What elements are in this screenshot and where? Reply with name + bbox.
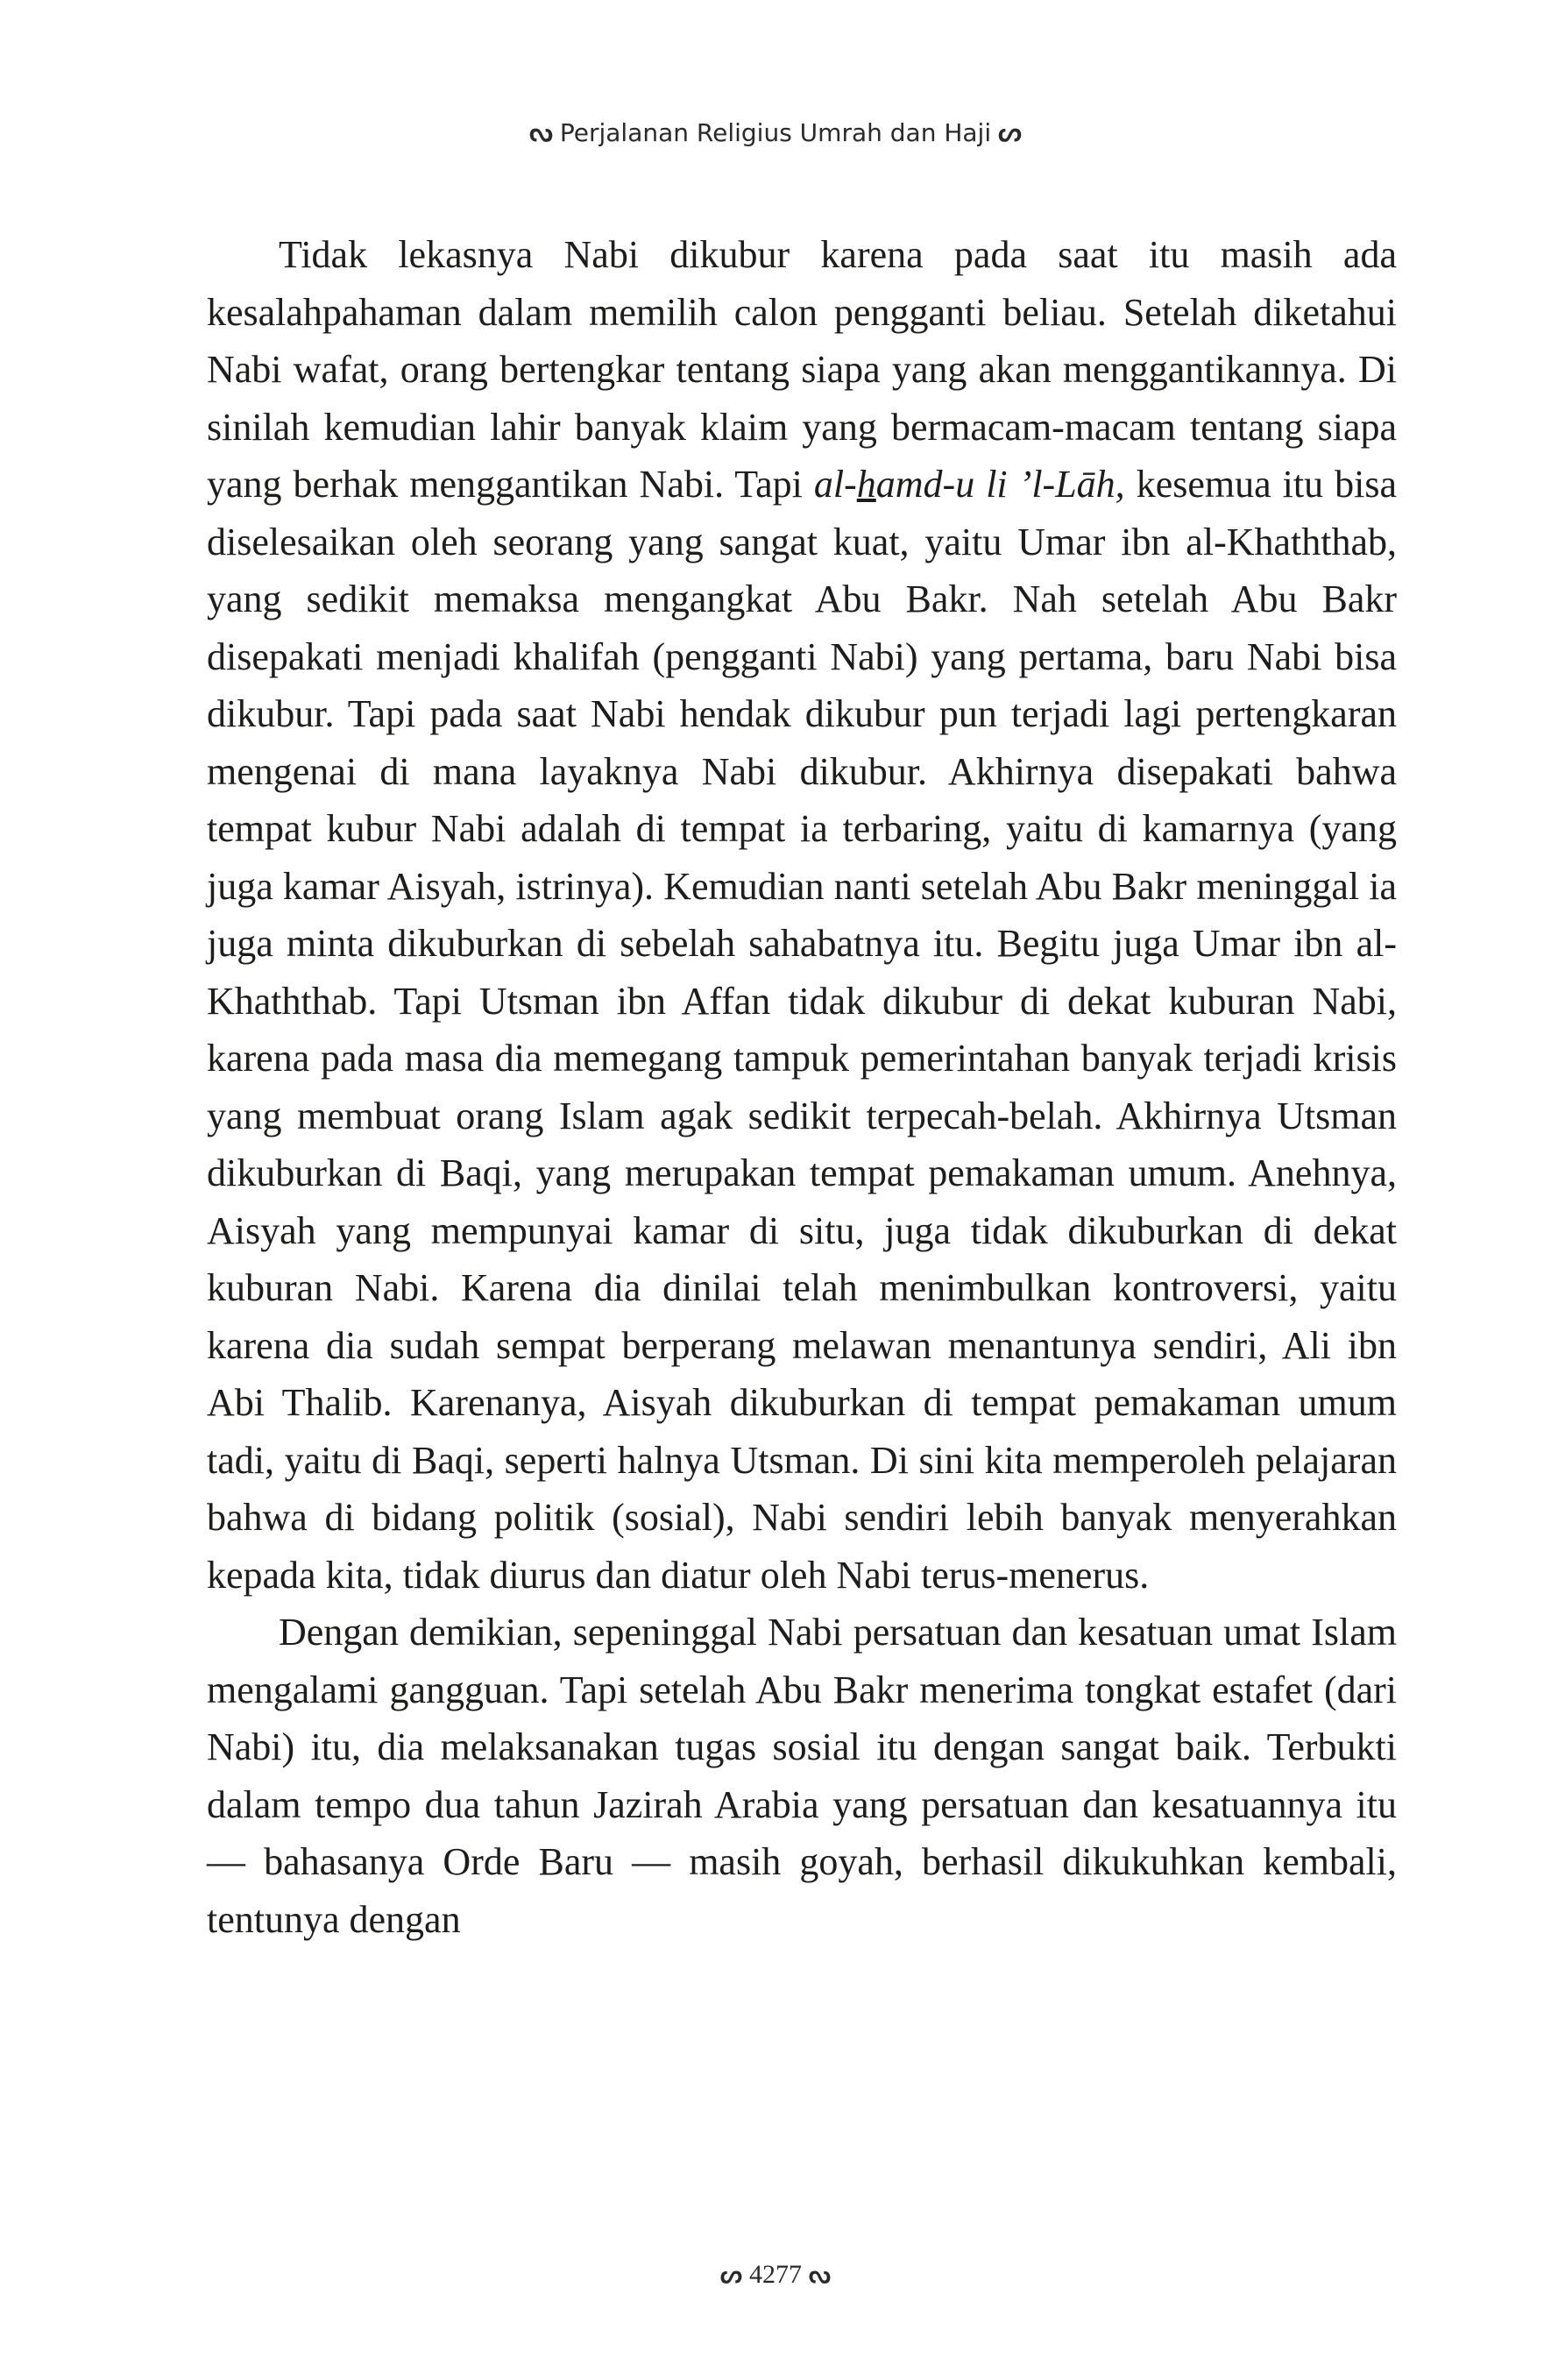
running-header-title: Perjalanan Religius Umrah dan Haji <box>559 118 992 147</box>
page-number: 4277 <box>749 2260 802 2289</box>
arabic-phrase-part-1: al- <box>813 463 857 506</box>
ornament-right-icon: ᔕ <box>998 117 1022 148</box>
arabic-phrase-underlined-letter: h <box>856 463 876 506</box>
page-footer <box>0 2257 1551 2292</box>
footer-ornament-left-icon: ᔕ <box>720 2260 742 2289</box>
paragraph-2: Dengan demikian, sepeninggal Nabi persatuan dan kesatuan umat Islam mengalami gangguan. Tapi setelah Abu Bakr menerima tongkat estafet (dari Nabi) itu, dia melaksanakan tugas sosial itu dengan sangat baik. Terbukti dalam tempo dua tahun Jazirah Arabia yang persatuan dan kesatuannya itu — bahasanya Orde Baru — masih goyah, berhasil dikukuhkan kembali, tentunya dengan <box>207 1611 1397 1941</box>
body-text <box>207 226 1397 1948</box>
running-header <box>0 116 1551 151</box>
paragraph-1-text-start: Tidak lekasnya Nabi dikubur karena pada saat itu masih ada kesalahpahaman dalam memilih calon pengganti beliau. Setelah diketahui Nabi wafat, orang bertengkar tentang siapa yang akan menggantikannya. Di sinilah kemudian lahir banyak klaim yang bermacam-macam tentang siapa yang berhak menggantikan Nabi. Tapi <box>207 233 1397 506</box>
arabic-phrase <box>814 463 1125 506</box>
paragraph-1-text-end: kesemua itu bisa diselesaikan oleh seorang yang sangat kuat, yaitu Umar ibn al-Khaththab, yang sedikit memaksa mengangkat Abu Bakr. Nah setelah Abu Bakr disepakati menjadi khalifah (pengganti Nabi) yang pertama, baru Nabi bisa dikubur. Tapi pada saat Nabi hendak dikubur pun terjadi lagi pertengkaran mengenai di mana layaknya Nabi dikubur. Akhirnya disepakati bahwa tempat kubur Nabi adalah di tempat ia terbaring, yaitu di kamarnya (yang juga kamar Aisyah, istrinya). Kemudian nanti setelah Abu Bakr meninggal ia juga minta dikuburkan di sebelah sahabatnya itu. Begitu juga Umar ibn al-Khaththab. Tapi Utsman ibn Affan tidak dikubur di dekat kuburan Nabi, karena pada masa dia memegang tampuk pemerintahan banyak terjadi krisis yang membuat orang Islam agak sedikit terpecah-belah. Akhirnya Utsman dikuburkan di Baqi, yang merupakan tempat pemakaman umum. Anehnya, Aisyah yang mempunyai kamar di situ, juga tidak dikuburkan di dekat kuburan Nabi. Karena dia dinilai telah menimbulkan kontroversi, yaitu karena dia sudah sempat berperang melawan menantunya sendiri, Ali ibn Abi Thalib. Karenanya, Aisyah dikuburkan di tempat pemakaman umum tadi, yaitu di Baqi, seperti halnya Utsman. Di sini kita memperoleh pelajaran bahwa di bidang politik (sosial), Nabi sendiri lebih banyak menyerahkan kepada kita, tidak diurus dan diatur oleh Nabi terus-menerus. <box>207 463 1397 1597</box>
arabic-phrase-part-2: amd-u li ’l-Lāh, <box>875 463 1125 506</box>
paragraph-1 <box>207 226 1397 1604</box>
ornament-left-icon: ᔓ <box>529 117 553 148</box>
footer-ornament-right-icon: ᔓ <box>809 2260 831 2289</box>
